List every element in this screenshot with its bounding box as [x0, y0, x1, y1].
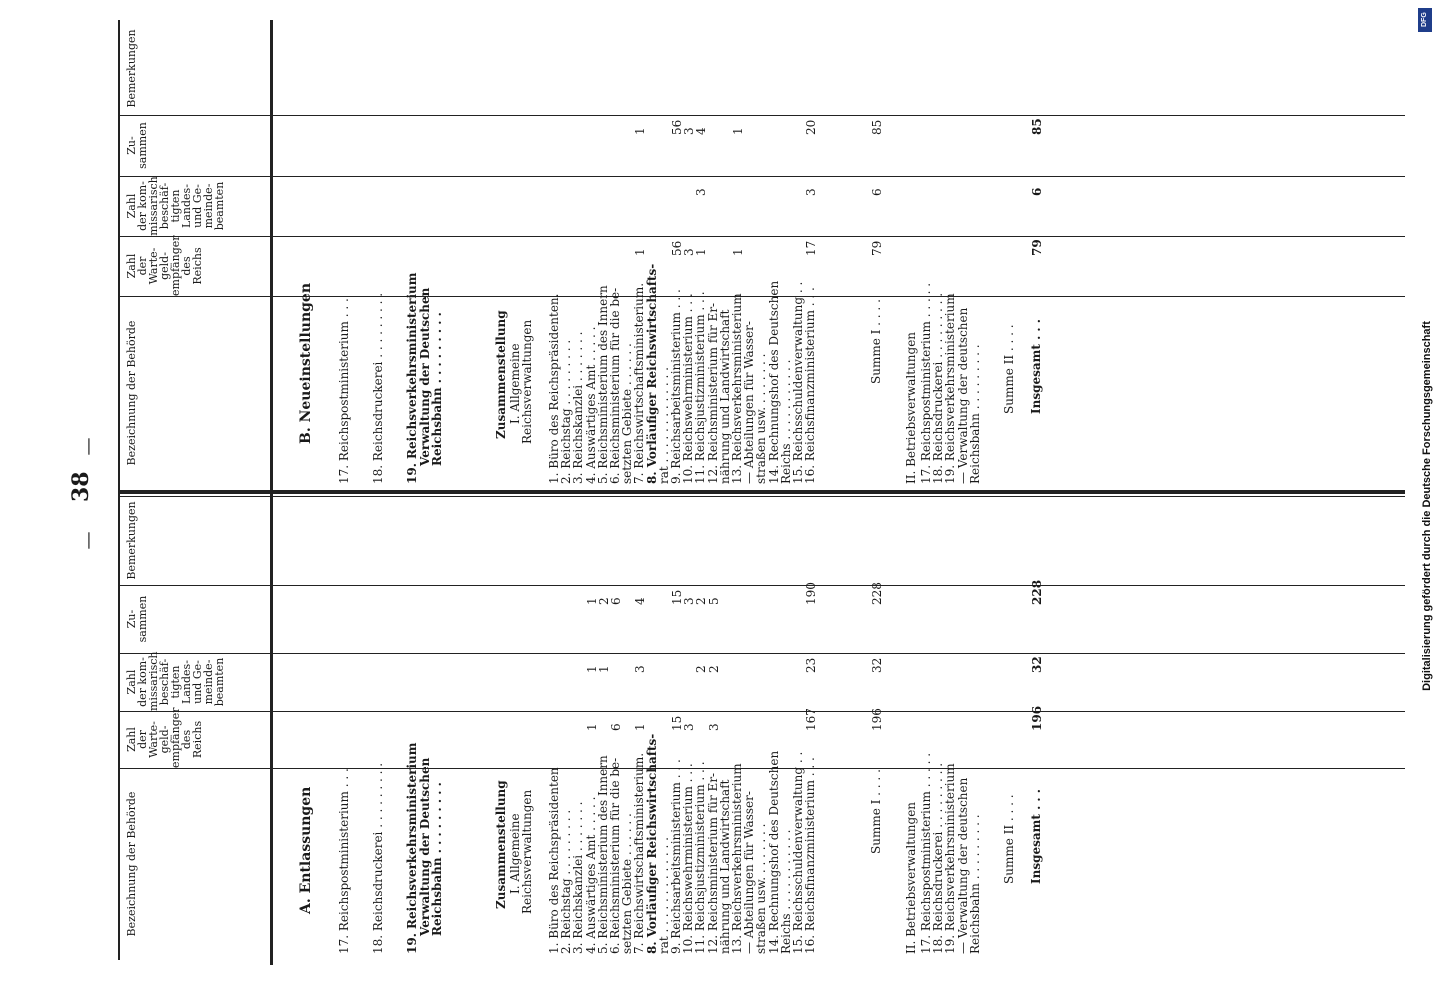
neueinstellungen-column-line-0: [118, 115, 1405, 116]
neueinstellungen-item-9: rat . . . . . . . . . . . . .: [656, 367, 671, 484]
entlassungen-section-title: A. Entlassungen: [298, 786, 314, 914]
entlassungen-item-7: 7. Reichswirtschaftsministerium.: [632, 752, 647, 954]
entlassungen-item-21-zusammen: 190: [804, 582, 819, 605]
neueinstellungen-summe1-kommissarisch: 6: [870, 188, 884, 196]
neueinstellungen-section-title: B. Neueinstellungen: [298, 283, 314, 444]
entlassungen-row-1: 18. Reichsdruckerei . . . . . . . . .: [371, 762, 386, 954]
entlassungen-item-4: 5. Reichsministerium des Innern: [595, 755, 610, 954]
neueinstellungen-item-12-kommissarisch: 3: [694, 188, 709, 196]
entlassungen-item-17: straßen usw. . . . . . . .: [754, 823, 769, 954]
neueinstellungen-insgesamt-wartegeld: 79: [1030, 239, 1044, 256]
neueinstellungen-item-15-zusammen: 1: [731, 127, 745, 135]
neueinstellungen-row-0: 17. Reichspostministerium . . .: [337, 298, 351, 484]
entlassungen-item-3-wartegeld: 1: [584, 723, 599, 731]
entlassungen-column-line-2: [118, 711, 1405, 712]
entlassungen-insgesamt: Insgesamt . . .: [1029, 789, 1043, 884]
entlassungen-item-16: — Abteilungen für Wasser-: [742, 791, 757, 954]
entlassungen-row-4: Reichsbahn . . . . . . . . .: [429, 782, 444, 936]
entlassungen-betrieb-item-0: 17. Reichspostministerium . . . . .: [919, 752, 933, 954]
page-dash-bottom: —: [77, 437, 99, 456]
entlassungen-betrieb-item-4: Reichsbahn . . . . . . . . .: [967, 814, 982, 954]
entlassungen-betrieb-item-1: 18. Reichsdruckerei . . . . . . . . .: [931, 762, 946, 954]
neueinstellungen-item-21: 16. Reichsfinanzministerium . . .: [803, 287, 818, 484]
entlassungen-item-5-zusammen: 6: [609, 597, 623, 605]
neueinstellungen-insgesamt-zusammen: 85: [1030, 118, 1044, 135]
entlassungen-item-5: 6. Reichsministerium für die be-: [608, 757, 622, 954]
neueinstellungen-item-10: 9. Reichsarbeitsministerium . . .: [669, 289, 683, 484]
neueinstellungen-betrieb-title: II. Betriebsverwaltungen: [904, 331, 918, 484]
neueinstellungen-row-4: Reichsbahn . . . . . . . . .: [429, 312, 444, 466]
entlassungen-insgesamt-zusammen: 228: [1030, 579, 1044, 605]
entlassungen-item-19: Reichs . . . . . . . . . . .: [778, 829, 793, 954]
neueinstellungen-row-1: 18. Reichsdruckerei . . . . . . . . .: [371, 292, 386, 484]
neueinstellungen-item-12-zusammen: 4: [694, 127, 709, 135]
neueinstellungen-zus-sub2: Reichsverwaltungen: [520, 319, 534, 444]
neueinstellungen-insgesamt-kommissarisch: 6: [1030, 187, 1044, 196]
neueinstellungen-wartegeld-header: Zahl der Warte- geld- empfänger des Reichs: [125, 235, 204, 296]
entlassungen-item-7-kommissarisch: 3: [633, 665, 648, 673]
entlassungen-item-3-zusammen: 1: [584, 597, 599, 605]
neueinstellungen-kommissarisch-header: Zahl der kom- missarisch beschäf- tigten Landes- und Ge- meinde- beamten: [125, 176, 226, 236]
entlassungen-row-3: Verwaltung der Deutschen: [417, 757, 432, 936]
entlassungen-summe1-zusammen: 228: [870, 582, 884, 605]
neueinstellungen-item-17: straßen usw. . . . . . . .: [754, 353, 769, 484]
neueinstellungen-betrieb-item-2: 19. Reichsverkehrsministerium: [943, 293, 958, 484]
neueinstellungen-row-3: Verwaltung der Deutschen: [417, 287, 432, 466]
entlassungen-item-10-wartegeld: 15: [670, 715, 684, 731]
entlassungen-zus-sub1: I. Allgemeine: [508, 813, 522, 894]
neueinstellungen-betrieb-item-4: Reichsbahn . . . . . . . . .: [967, 344, 982, 484]
entlassungen-kommissarisch-header: Zahl der kom- missarisch beschäf- tigten Landes- und Ge- meinde- beamten: [125, 651, 226, 711]
neueinstellungen-insgesamt: Insgesamt . . .: [1029, 319, 1043, 414]
entlassungen-item-0: 1. Büro des Reichspräsidenten: [547, 767, 561, 954]
neueinstellungen-item-18: 14. Rechnungshof des Deutschen: [766, 280, 781, 484]
neueinstellungen-column-line-2: [118, 236, 1405, 237]
neueinstellungen-item-11: 10. Reichswehrministerium . . .: [681, 293, 696, 484]
entlassungen-summe1-kommissarisch: 32: [870, 657, 884, 673]
dfg-logo: DFG: [1418, 8, 1432, 32]
neueinstellungen-summe1-wartegeld: 79: [870, 240, 884, 256]
neueinstellungen-zus-title: Zusammenstellung: [494, 310, 508, 439]
neueinstellungen-item-10-zusammen: 56: [670, 119, 684, 135]
neueinstellungen-item-20: 15. Reichsschuldenverwaltung . .: [791, 281, 805, 484]
entlassungen-item-13-wartegeld: 3: [706, 723, 721, 731]
entlassungen-item-12-zusammen: 2: [694, 597, 709, 605]
entlassungen-column-line-0: [118, 585, 1405, 586]
neueinstellungen-item-12-wartegeld: 1: [694, 248, 709, 256]
neueinstellungen-item-19: Reichs . . . . . . . . . . .: [778, 359, 793, 484]
entlassungen-item-21-kommissarisch: 23: [804, 657, 819, 673]
entlassungen-item-10: 9. Reichsarbeitsministerium . . .: [669, 759, 683, 954]
entlassungen-item-20: 15. Reichsschuldenverwaltung . .: [791, 751, 805, 954]
neueinstellungen-item-15: 13. Reichsverkehrsministerium: [730, 293, 744, 484]
entlassungen-summe1: Summe I . . . .: [869, 769, 883, 854]
neueinstellungen-item-6: setzten Gebiete . . . . . .: [620, 343, 635, 484]
entlassungen-item-3-kommissarisch: 1: [584, 665, 599, 673]
neueinstellungen-item-14: nährung und Landwirtschaft: [717, 309, 732, 484]
entlassungen-betrieb-title: II. Betriebsverwaltungen: [904, 801, 918, 954]
digitization-notice: [1417, 0, 1434, 1000]
entlassungen-item-13-zusammen: 5: [706, 597, 721, 605]
entlassungen-item-5-wartegeld: 6: [609, 723, 623, 731]
neueinstellungen-item-15-wartegeld: 1: [731, 248, 745, 256]
neueinstellungen-zusammen-header: Zu- sammen: [125, 122, 149, 169]
neueinstellungen-row-2: 19. Reichsverkehrsministerium: [405, 272, 420, 484]
entlassungen-item-13-kommissarisch: 2: [706, 665, 721, 673]
neueinstellungen-item-4: 5. Reichsministerium des Innern: [595, 285, 610, 484]
entlassungen-bemerkungen-header: Bemerkungen: [125, 501, 138, 580]
neueinstellungen-item-11-zusammen: 3: [682, 127, 697, 135]
entlassungen-insgesamt-wartegeld: 196: [1030, 705, 1044, 731]
entlassungen-item-21: 16. Reichsfinanzministerium . . .: [803, 757, 818, 954]
entlassungen-zusammen-header: Zu- sammen: [125, 595, 149, 643]
neueinstellungen-item-12: 11. Reichsjustizministerium . . .: [693, 291, 708, 484]
entlassungen-item-12-kommissarisch: 2: [694, 665, 709, 673]
neueinstellungen-item-7: 7. Reichswirtschaftsministerium.: [632, 282, 647, 484]
entlassungen-item-11: 10. Reichswehrministerium . . .: [681, 763, 696, 954]
entlassungen-item-9: rat . . . . . . . . . . . . .: [656, 837, 671, 954]
entlassungen-behoerde-header: Bezeichnung der Behörde: [125, 791, 138, 937]
neueinstellungen-summe2: Summe II . . . .: [1002, 324, 1016, 414]
entlassungen-item-3: 4. Auswärtiges Amt . . . . .: [583, 796, 598, 954]
neueinstellungen-item-16: — Abteilungen für Wasser-: [742, 321, 757, 484]
entlassungen-betrieb-item-3: — Verwaltung der deutschen: [955, 777, 970, 954]
neueinstellungen-item-8: 8. Vorläufiger Reichswirtschafts-: [644, 263, 659, 484]
neueinstellungen-summe1: Summe I . . . .: [869, 299, 883, 384]
neueinstellungen-zus-sub1: I. Allgemeine: [508, 343, 522, 424]
entlassungen-summe1-wartegeld: 196: [870, 708, 884, 731]
entlassungen-item-15: 13. Reichsverkehrsministerium: [730, 763, 744, 954]
neueinstellungen-item-7-wartegeld: 1: [633, 248, 648, 256]
entlassungen-item-7-wartegeld: 1: [633, 723, 648, 731]
digitization-notice-text: Digitalisierung gefördert durch die Deutsche Forschungsgemeinschaft: [1421, 321, 1433, 691]
neueinstellungen-item-21-wartegeld: 17: [804, 240, 819, 256]
entlassungen-item-14: nährung und Landwirtschaft: [717, 779, 732, 954]
entlassungen-item-7-zusammen: 4: [633, 597, 648, 605]
entlassungen-item-13: 12. Reichsministerium für Er-: [705, 772, 720, 954]
entlassungen-item-1: 2. Reichstag . . . . . . . . .: [559, 809, 574, 954]
page-dash-top: —: [77, 531, 99, 550]
neueinstellungen-item-3: 4. Auswärtiges Amt . . . . .: [583, 326, 598, 484]
entlassungen-item-2: 3. Reichskanzlei . . . . . . .: [571, 801, 586, 954]
neueinstellungen-bemerkungen-header: Bemerkungen: [125, 29, 138, 108]
entlassungen-item-4-kommissarisch: 1: [596, 665, 611, 673]
neueinstellungen-item-0: 1. Büro des Reichspräsidenten.: [547, 293, 561, 484]
entlassungen-item-21-wartegeld: 167: [804, 708, 819, 731]
neueinstellungen-item-21-zusammen: 20: [804, 119, 819, 135]
neueinstellungen-item-7-zusammen: 1: [633, 127, 648, 135]
neueinstellungen-item-13: 12. Reichsministerium für Er-: [705, 302, 720, 484]
neueinstellungen-betrieb-item-3: — Verwaltung der deutschen: [955, 307, 970, 484]
entlassungen-item-8: 8. Vorläufiger Reichswirtschafts-: [644, 733, 659, 954]
neueinstellungen-item-5: 6. Reichsministerium für die be-: [608, 287, 622, 484]
neueinstellungen-item-1: 2. Reichstag . . . . . . . . .: [559, 339, 574, 484]
neueinstellungen-item-10-wartegeld: 56: [670, 240, 684, 256]
entlassungen-wartegeld-header: Zahl der Warte- geld- empfänger des Reichs: [125, 707, 204, 768]
entlassungen-item-11-zusammen: 3: [682, 597, 697, 605]
entlassungen-column-line-3: [118, 768, 1405, 769]
entlassungen-item-4-zusammen: 2: [596, 597, 611, 605]
neueinstellungen-behoerde-header: Bezeichnung der Behörde: [125, 320, 138, 466]
entlassungen-summe2: Summe II . . . .: [1002, 794, 1016, 884]
page-number: 38: [68, 471, 94, 502]
neueinstellungen-item-11-wartegeld: 3: [682, 248, 697, 256]
neueinstellungen-betrieb-item-0: 17. Reichspostministerium . . . . .: [919, 282, 933, 484]
neueinstellungen-column-line-1: [118, 176, 1405, 177]
entlassungen-zus-sub2: Reichsverwaltungen: [520, 789, 534, 914]
entlassungen-item-11-wartegeld: 3: [682, 723, 697, 731]
entlassungen-item-10-zusammen: 15: [670, 589, 684, 605]
neueinstellungen-item-21-kommissarisch: 3: [804, 188, 819, 196]
neueinstellungen-summe1-zusammen: 85: [870, 119, 884, 135]
neueinstellungen-item-2: 3. Reichskanzlei . . . . . . .: [571, 331, 586, 484]
entlassungen-row-2: 19. Reichsverkehrsministerium: [405, 742, 420, 954]
entlassungen-item-12: 11. Reichsjustizministerium . . .: [693, 761, 708, 954]
entlassungen-column-line-1: [118, 653, 1405, 654]
block-separator-line: [118, 490, 1405, 494]
entlassungen-item-18: 14. Rechnungshof des Deutschen: [766, 750, 781, 954]
entlassungen-row-0: 17. Reichspostministerium . . .: [337, 768, 351, 954]
entlassungen-insgesamt-kommissarisch: 32: [1030, 656, 1044, 673]
entlassungen-betrieb-item-2: 19. Reichsverkehrsministerium: [943, 763, 958, 954]
entlassungen-zus-title: Zusammenstellung: [494, 780, 508, 909]
block-separator-line-2: [118, 496, 1405, 497]
neueinstellungen-betrieb-item-1: 18. Reichsdruckerei . . . . . . . . .: [931, 292, 946, 484]
entlassungen-item-6: setzten Gebiete . . . . . .: [620, 813, 635, 954]
